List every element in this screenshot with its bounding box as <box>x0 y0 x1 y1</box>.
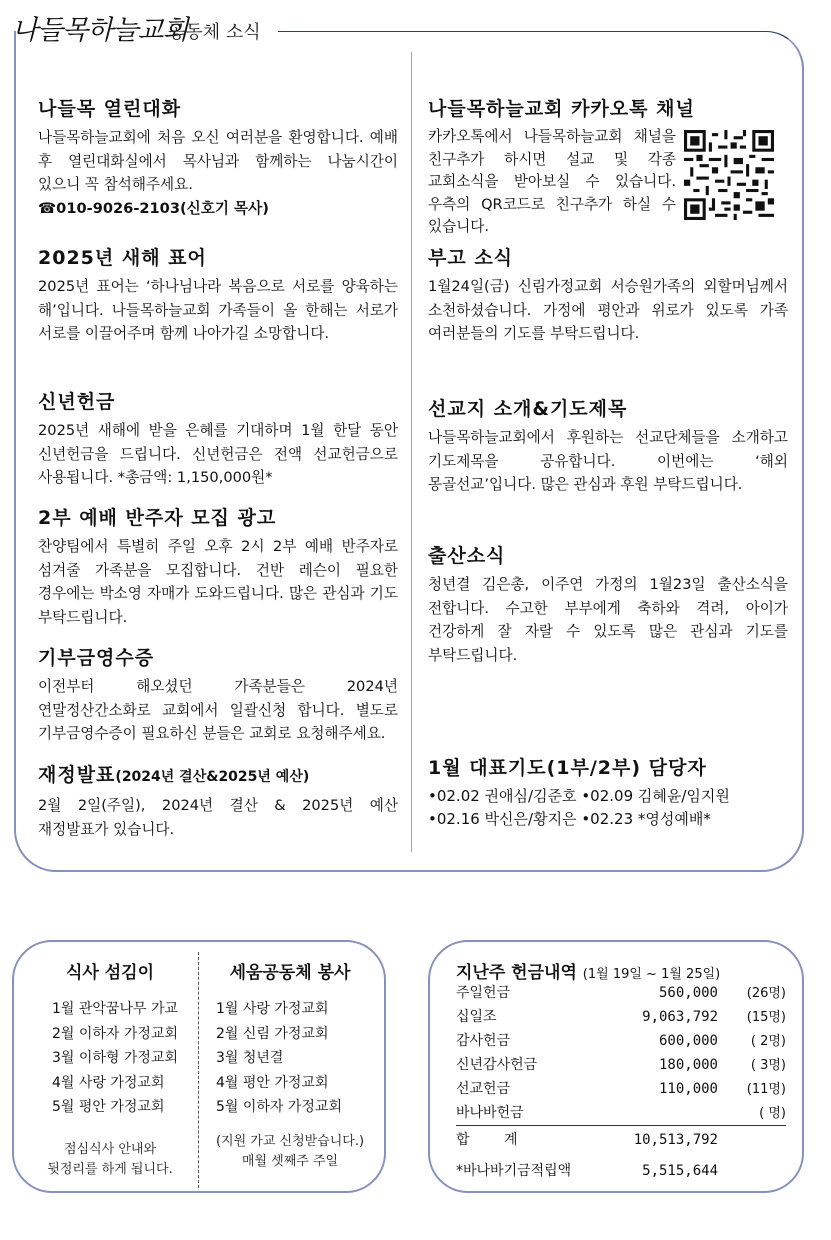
roster-divider <box>198 952 199 1188</box>
list-item: 2월 신림 가정교회 <box>216 1025 329 1042</box>
list-item: 3월 이하형 가정교회 <box>52 1050 178 1066</box>
section-body: 이전부터 해오셨던 가족분들은 2024년 연말정산간소화로 교회에서 일괄신청 합니다. 별도로 기부금영수증이 필요하신 분들은 교회로 요청해주세요. <box>38 678 398 742</box>
section-title: 기부금영수증 <box>38 647 155 669</box>
qr-code-icon[interactable] <box>684 130 774 220</box>
list-item: 5월 이하자 가정교회 <box>216 1099 342 1115</box>
section-body: 2025년 새해에 받을 은혜를 기대하며 1월 한달 동안 신년헌금을 드립니다. 신년헌금은 전액 선교헌금으로 사용됩니다. *총금액: 1,150,000원* <box>38 422 398 486</box>
list-item: 5월 평안 가정교회 <box>52 1099 165 1115</box>
offering-label: 감사헌금 <box>456 1033 511 1049</box>
meal-roster-list <box>24 997 196 1120</box>
offering-amount: 110,000 <box>658 1081 718 1097</box>
section-title: 2부 예배 반주자 모집 광고 <box>38 507 277 529</box>
note-line: 뒷정리를 하게 됩니다. <box>47 1161 173 1177</box>
section-body: 1월24일(금) 신림가정교회 서승원가족의 외할머님께서 소천하셨습니다. 가정에 평안과 위로가 있도록 가족 여러분들의 기도를 부탁드립니다. <box>428 278 788 342</box>
table-row <box>456 1006 786 1029</box>
service-roster-title: 세움공동체 봉사 <box>229 963 351 983</box>
prayer-line: •02.02 권애심/김준호 •02.09 김혜윤/임지원 <box>428 787 730 805</box>
section-title: 부고 소식 <box>428 247 514 269</box>
offering-count: ( 명) <box>759 1106 786 1121</box>
bulletin-box-corner <box>736 31 804 91</box>
section-body: 나들목하늘교회에서 후원하는 선교단체들을 소개하고 기도제목을 공유합니다. 이번에는 ‘해외 몽골선교’입니다. 많은 관심과 후원 부탁드립니다. <box>428 429 788 493</box>
offering-amount: 560,000 <box>658 985 718 1001</box>
offering-label: 신년감사헌금 <box>456 1057 538 1073</box>
section-open-talk <box>38 96 398 221</box>
offering-amount: 180,000 <box>658 1057 718 1073</box>
prayer-line: •02.16 박신은/황지은 •02.23 *영성예배* <box>428 810 711 828</box>
offering-count: (11명) <box>746 1082 786 1097</box>
section-title: 2025년 새해 표어 <box>38 247 207 269</box>
list-item: 4월 사랑 가정교회 <box>52 1074 165 1091</box>
section-body: 나들목하늘교회에 처음 오신 여러분을 환영합니다. 예배 후 열린대화실에서 목사님과 함께하는 나눔시간이 있으니 꼭 참석해주세요. <box>38 129 398 193</box>
section-title: 나들목 열린대화 <box>38 98 182 120</box>
section-prayer-schedule <box>428 755 798 831</box>
section-kakao-channel <box>428 96 774 239</box>
section-body: 청년결 김은총, 이주연 가정의 1월23일 출산소식을 전합니다. 수고한 부부에게 축하와 격려, 아이가 건강하게 잘 자랄 수 있도록 많은 관심과 기도를 부탁드립니다. <box>428 576 788 664</box>
offering-count: (26명) <box>746 986 786 1001</box>
offering-count: ( 2명) <box>750 1034 786 1049</box>
section-title: 나들목하늘교회 카카오톡 채널 <box>428 98 695 120</box>
section-title-main: 재정발표 <box>38 764 116 786</box>
list-item: 2월 이하자 가정교회 <box>52 1025 178 1042</box>
offering-label: 선교헌금 <box>456 1081 511 1097</box>
reserve-amount: 5,515,644 <box>642 1163 718 1179</box>
service-roster <box>204 958 376 1172</box>
meal-roster <box>24 958 196 1180</box>
reserve-row <box>456 1160 786 1183</box>
section-title: 선교지 소개&기도제목 <box>428 398 628 420</box>
section-body: 2월 2일(주일), 2024년 결산 & 2025년 예산 재정발표가 있습니다. <box>38 797 398 838</box>
section-accompanist-recruit <box>38 505 398 629</box>
note-line: 매월 셋째주 주일 <box>241 1153 339 1169</box>
offering-title-main: 지난주 헌금내역 <box>456 963 577 983</box>
offering-amount: 600,000 <box>658 1033 718 1049</box>
section-finance-report <box>38 762 398 841</box>
offering-label: 십일조 <box>456 1009 497 1025</box>
offering-label: 주일헌금 <box>456 985 511 1001</box>
section-title: 1월 대표기도(1부/2부) 담당자 <box>428 757 707 779</box>
table-row <box>456 1030 786 1053</box>
meal-roster-title: 식사 섬김이 <box>65 963 155 983</box>
contact-phone: ☎010-9026-2103(신호기 목사) <box>38 199 269 217</box>
column-divider <box>411 52 412 852</box>
church-logo: 나들목하늘교회 <box>12 15 188 46</box>
section-obituary <box>428 245 788 346</box>
section-mission <box>428 396 788 497</box>
note-line: (지원 가교 신청받습니다.) <box>215 1133 365 1149</box>
section-donation-receipt <box>38 645 398 746</box>
section-title: 신년헌금 <box>38 391 116 413</box>
section-body: 2025년 표어는 ‘하나님나라 복음으로 서로를 양육하는 해’입니다. 나들목하늘교회 가족들이 올 한해는 서로가 서로를 이끌어주며 함께 나아가길 소망합니다. <box>38 278 398 342</box>
offering-amount: 9,063,792 <box>642 1009 718 1025</box>
note-line: 점심식사 안내와 <box>63 1141 157 1157</box>
section-title: 출산소식 <box>428 545 506 567</box>
offering-table <box>456 982 786 1182</box>
list-item: 3월 청년결 <box>216 1050 284 1066</box>
section-title-sub: (2024년 결산&2025년 예산) <box>115 769 310 785</box>
offering-title <box>456 958 720 983</box>
list-item: 1월 관악꿈나무 가교 <box>52 1001 178 1017</box>
table-row <box>456 1054 786 1077</box>
total-label: 합 계 <box>456 1132 518 1148</box>
offering-count: ( 3명) <box>750 1058 786 1073</box>
section-new-year-motto <box>38 245 398 346</box>
total-row <box>456 1129 786 1152</box>
offering-period: (1월 19일 ~ 1월 25일) <box>582 967 721 982</box>
section-birth-news <box>428 543 788 667</box>
total-divider <box>456 1125 786 1126</box>
offering-count: (15명) <box>746 1010 786 1025</box>
total-amount: 10,513,792 <box>633 1132 718 1148</box>
table-row <box>456 1102 786 1125</box>
table-row <box>456 1078 786 1101</box>
section-new-year-offering <box>38 389 398 490</box>
section-body: 찬양팀에서 특별히 주일 오후 2시 2부 예배 반주자로 섬겨줄 가족분을 모집합니다. 건반 레슨이 필요한 경우에는 박소영 자매가 도와드립니다. 많은 관심과 기도 부탁드립니다. <box>38 538 398 626</box>
section-body: 카카오톡에서 나들목하늘교회 채널을 친구추가 하시면 설교 및 각종 교회소식을 받아보실 수 있습니다. 우측의 QR코드로 친구추가 하실 수 있습니다. <box>428 128 676 235</box>
header-subtitle: 공동체 소식 <box>168 22 261 43</box>
service-note <box>204 1132 376 1172</box>
reserve-label: *바나바기금적립액 <box>456 1163 572 1179</box>
offering-label: 바나바헌금 <box>456 1105 524 1121</box>
list-item: 4월 평안 가정교회 <box>216 1074 329 1091</box>
table-row <box>456 982 786 1005</box>
list-item: 1월 사랑 가정교회 <box>216 1001 329 1017</box>
meal-note <box>24 1140 196 1180</box>
section-title <box>38 762 398 790</box>
service-roster-list <box>204 997 376 1120</box>
